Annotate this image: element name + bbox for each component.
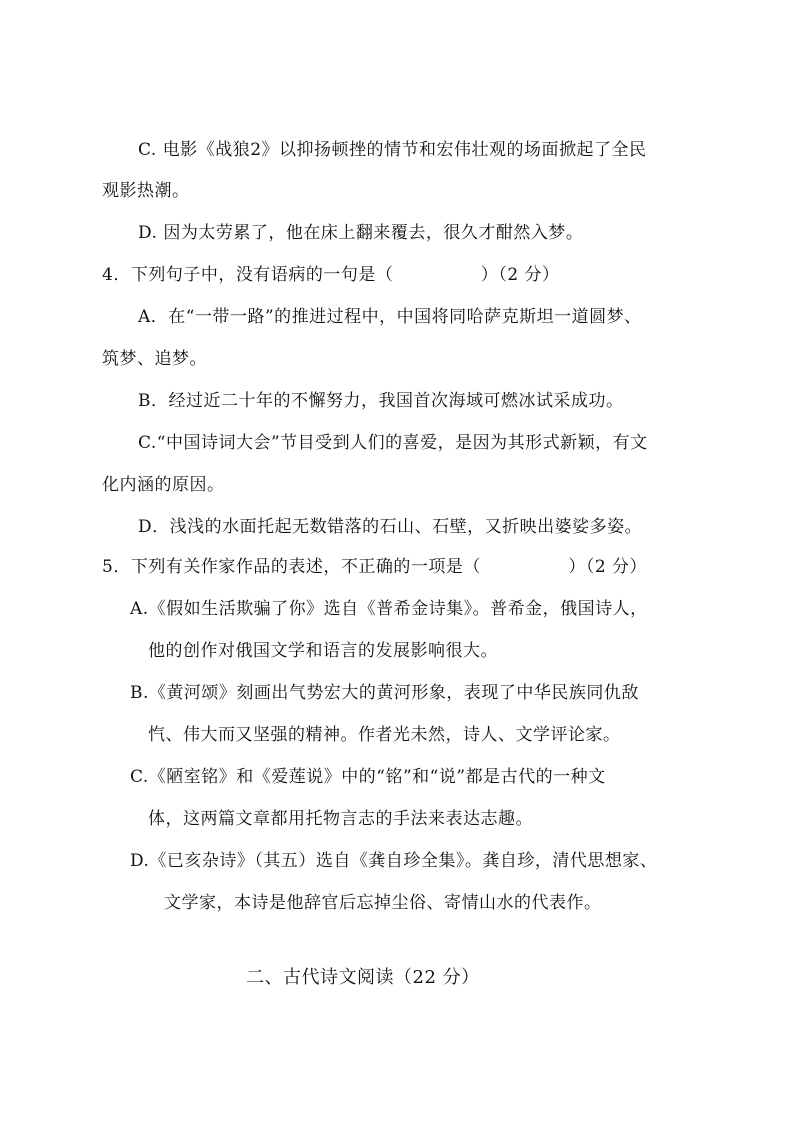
q5-option-a-line2: 他的创作对俄国文学和语言的发展影响很大。	[148, 641, 498, 661]
q3-option-d: D. 因为太劳累了，他在床上翻来覆去，很久才酣然入梦。	[138, 223, 584, 243]
q4-option-a-line2: 筑梦、追梦。	[102, 349, 207, 369]
q5-option-a-line1: A.《假如生活欺骗了你》选自《普希金诗集》。普希金，俄国诗人，	[130, 599, 648, 619]
q4-option-c-line1: C.“中国诗词大会”节目受到人们的喜爱，是因为其形式新颖，有文	[138, 433, 648, 453]
q4-option-a-line1: A．在“一带一路”的推进过程中，中国将同哈萨克斯坦一道圆梦、	[138, 307, 642, 327]
q5-option-b-line1: B.《黄河颂》刻画出气势宏大的黄河形象，表现了中华民族同仇敌	[130, 683, 639, 703]
q5-option-d-line1: D.《已亥杂诗》（其五）选自《龚自珍全集》。龚自珍，清代思想家、	[130, 851, 658, 871]
q4-option-c-line2: 化内涵的原因。	[102, 475, 225, 495]
q5-option-c-line2: 体，这两篇文章都用托物言志的手法来表达志趣。	[148, 809, 533, 829]
q4-option-d: D．浅浅的水面托起无数错落的石山、石壁，又折映出婆娑多姿。	[138, 517, 643, 537]
q5-option-c-line1: C.《陋室铭》和《爱莲说》中的“铭”和“说”都是古代的一种文	[130, 767, 606, 787]
q4-stem: 4．下列句子中，没有语病的一句是（ ）（2 分）	[102, 265, 560, 285]
q5-option-b-line2: 忾、伟大而又坚强的精神。作者光未然，诗人、文学评论家。	[148, 725, 621, 745]
q5-option-d-line2: 文学家，本诗是他辞官后忘掉尘俗、寄情山水的代表作。	[164, 893, 602, 913]
q5-stem: 5．下列有关作家作品的表述，不正确的一项是（ ）（2 分）	[102, 557, 648, 577]
q4-option-b: B．经过近二十年的不懈努力，我国首次海域可燃冰试采成功。	[138, 391, 624, 411]
q3-option-c-line1: C. 电影《战狼2》以抑扬顿挫的情节和宏伟壮观的场面掀起了全民	[138, 140, 647, 160]
q3-option-c-line2: 观影热潮。	[102, 181, 190, 201]
section-2-heading: 二、古代诗文阅读（22 分）	[246, 967, 480, 988]
